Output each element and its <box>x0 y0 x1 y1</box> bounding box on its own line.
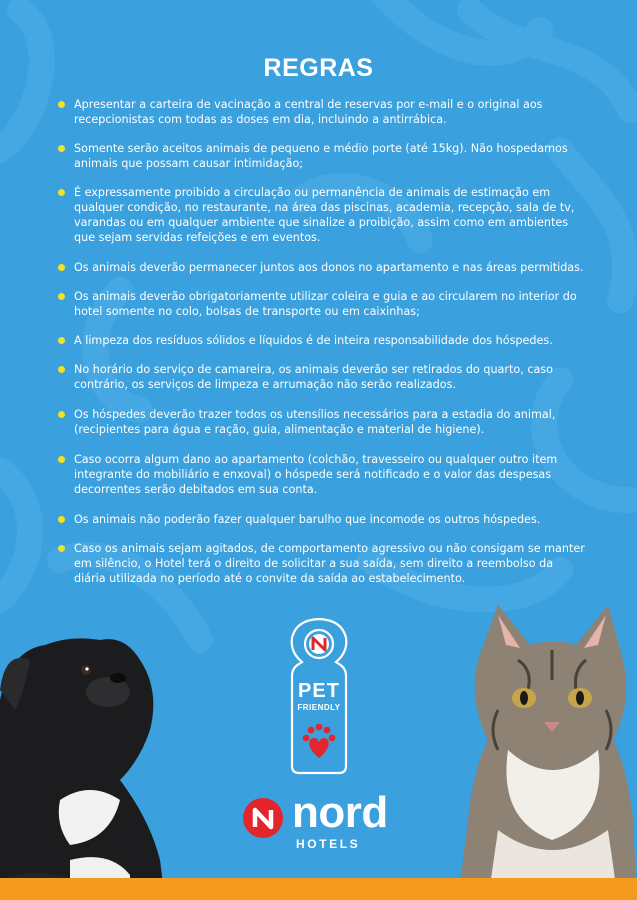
bullet-icon <box>58 145 65 152</box>
rules-list <box>58 97 586 586</box>
rule-item <box>58 260 586 275</box>
bullet-icon <box>58 545 65 552</box>
nord-logo-icon <box>242 797 284 839</box>
tag-pet-label: PET <box>298 680 340 702</box>
bullet-icon <box>58 366 65 373</box>
rule-item <box>58 289 586 319</box>
rule-text: No horário do serviço de camareira, os animais deverão ser retirados do quarto, caso contrário, os serviços de limpeza e arrumação não serão realizados. <box>74 363 554 391</box>
bullet-icon <box>58 101 65 108</box>
rule-text: Os animais não poderão fazer qualquer barulho que incomode os outros hóspedes. <box>74 513 541 526</box>
bullet-icon <box>58 516 65 523</box>
dog-image <box>0 630 165 900</box>
rule-item <box>58 541 586 586</box>
cat-image <box>458 600 637 900</box>
rule-text: Apresentar a carteira de vacinação a central de reservas por e-mail e o original aos recepcionistas com todas as doses em dia, incluindo a antirrábica. <box>74 98 543 126</box>
rule-text: Os hóspedes deverão trazer todos os utensílios necessários para a estadia do animal, (recipientes para água e ração, guia, alimentação e material de higiene). <box>74 408 556 436</box>
paw-icon <box>303 724 336 758</box>
rule-item <box>58 512 586 527</box>
rule-item <box>58 362 586 392</box>
rule-text: Os animais deverão permanecer juntos aos donos no apartamento e nas áreas permitidas. <box>74 261 584 274</box>
rule-text: Caso os animais sejam agitados, de comportamento agressivo ou não consigam se manter em silêncio, o Hotel terá o direito de solicitar a sua saída, sem direito a reembolso da diária utilizada no período até o convite da saída ao estabelecimento. <box>74 542 585 585</box>
rule-text: Caso ocorra algum dano ao apartamento (colchão, travesseiro ou qualquer outro item integrante do mobiliário e enxoval) o hóspede será notificado e o valor das despesas decorrentes serão debitados em sua conta. <box>74 453 558 496</box>
rule-text: Somente serão aceitos animais de pequeno e médio porte (até 15kg). Não hospedamos animais que possam causar intimidação; <box>74 142 568 170</box>
rule-text: A limpeza dos resíduos sólidos e líquidos é de inteira responsabilidade dos hóspedes. <box>74 334 553 347</box>
bullet-icon <box>58 411 65 418</box>
logo-subtitle: HOTELS <box>296 837 361 851</box>
bottom-bar <box>0 878 637 900</box>
rule-item <box>58 452 586 497</box>
rule-item <box>58 97 586 127</box>
tag-friendly-label: FRIENDLY <box>297 703 341 712</box>
rule-item <box>58 407 586 437</box>
rule-item <box>58 333 586 348</box>
bullet-icon <box>58 293 65 300</box>
bullet-icon <box>58 189 65 196</box>
rule-text: Os animais deverão obrigatoriamente utilizar coleira e guia e ao circularem no interior do hotel somente no colo, bolsas de transporte ou em caixinhas; <box>74 290 577 318</box>
bullet-icon <box>58 264 65 271</box>
rule-item <box>58 185 586 245</box>
bullet-icon <box>58 456 65 463</box>
page-title: REGRAS <box>263 54 374 82</box>
rule-item <box>58 141 586 171</box>
logo-wordmark: nord <box>292 788 388 837</box>
bullet-icon <box>58 337 65 344</box>
rule-text: É expressamente proibido a circulação ou permanência de animais de estimação em qualquer condição, no restaurante, na área das piscinas, academia, recepção, sala de tv, varandas ou em qualquer ambiente que sinalize a proibição, assim como em ambientes que sejam servidas refeições e em eventos. <box>74 186 575 244</box>
